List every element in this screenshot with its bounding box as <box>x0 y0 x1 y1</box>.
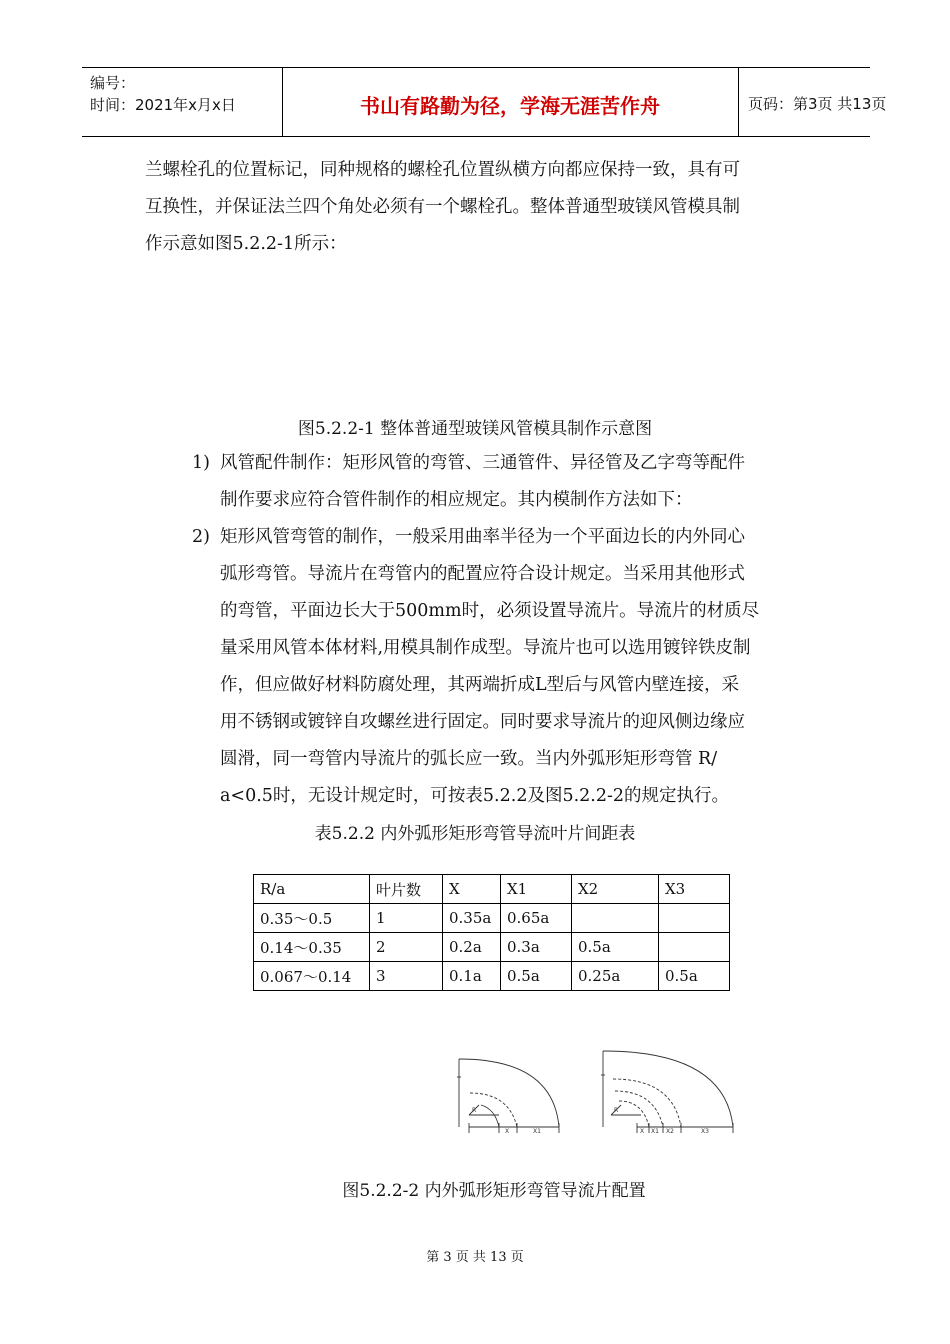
item-line: 矩形风管弯管的制作，一般采用曲率半径为一个平面边长的内外同心 <box>220 527 745 547</box>
table-header-cell: X2 <box>572 875 659 904</box>
header-page-cell <box>738 68 887 136</box>
table-header-row <box>254 875 730 904</box>
elbow-diagram-right <box>597 1047 747 1135</box>
table-header-cell: 叶片数 <box>370 875 443 904</box>
table-cell: 0.5a <box>659 962 730 991</box>
intro-line: 互换性，并保证法兰四个角处必须有一个螺栓孔。整体普通型玻镁风管模具制 <box>145 197 740 217</box>
header-motto-cell <box>282 68 739 136</box>
intro-line: 兰螺栓孔的位置标记，同种规格的螺栓孔位置纵横方向都应保持一致，具有可 <box>145 160 740 180</box>
item-line: 用不锈钢或镀锌自攻螺丝进行固定。同时要求导流片的迎风侧边缘应 <box>220 712 745 732</box>
table-row <box>254 904 730 933</box>
table-cell: 0.067～0.14 <box>254 962 370 991</box>
header-motto: 书山有路勤为径，学海无涯苦作舟 <box>360 94 660 118</box>
fig-label-x1: X1 <box>651 1128 659 1135</box>
table-header-cell: X <box>443 875 501 904</box>
fig-label-r: R <box>614 1107 619 1114</box>
item-line: 弧形弯管。导流片在弯管内的配置应符合设计规定。当采用其他形式 <box>220 564 745 584</box>
item-line: 风管配件制作：矩形风管的弯管、三通管件、异径管及乙字弯等配件 <box>220 453 745 473</box>
fig-label-x3: X3 <box>701 1128 709 1135</box>
item-line: a<0.5时，无设计规定时，可按表5.2.2及图5.2.2-2的规定执行。 <box>220 786 730 806</box>
table-cell: 0.1a <box>443 962 501 991</box>
elbow-diagram-left <box>455 1055 575 1135</box>
item-line: 圆滑，同一弯管内导流片的弧长应一致。当内外弧形矩形弯管 R/ <box>220 749 718 769</box>
table-header-cell: X1 <box>501 875 572 904</box>
table-header-cell: R/a <box>254 875 370 904</box>
fig-label-x: X <box>505 1128 510 1135</box>
number-label: 编号： <box>90 74 136 92</box>
table-row <box>254 962 730 991</box>
figure1-caption: 图5.2.2-1 整体普通型玻镁风管模具制作示意图 <box>297 419 653 439</box>
fig-label-x1: X1 <box>533 1128 541 1135</box>
spacing-table <box>253 874 730 991</box>
item-number: 2) <box>192 527 210 547</box>
table-row <box>254 933 730 962</box>
table-caption: 表5.2.2 内外弧形矩形弯管导流叶片间距表 <box>314 824 636 844</box>
page-header <box>82 67 887 137</box>
fig-label-x2: X2 <box>666 1128 674 1135</box>
item-line: 的弯管，平面边长大于500mm时，必须设置导流片。导流片的材质尽 <box>220 601 760 621</box>
table-cell: 0.2a <box>443 933 501 962</box>
table-cell: 0.3a <box>501 933 572 962</box>
item-line: 制作要求应符合管件制作的相应规定。其内模制作方法如下： <box>220 490 693 510</box>
item-line: 量采用风管本体材料,用模具制作成型。导流片也可以选用镀锌铁皮制 <box>220 638 751 658</box>
table-cell: 0.35a <box>443 904 501 933</box>
header-page-info: 页码：第3页 共13页 <box>748 95 887 113</box>
table-cell: 0.65a <box>501 904 572 933</box>
intro-line: 作示意如图5.2.2-1所示： <box>145 234 347 254</box>
table-cell: 2 <box>370 933 443 962</box>
table-cell: 0.5a <box>572 933 659 962</box>
fig-label-x: X <box>640 1128 645 1135</box>
figure2-caption: 图5.2.2-2 内外弧形矩形弯管导流片配置 <box>342 1181 646 1201</box>
table-cell: 0.14～0.35 <box>254 933 370 962</box>
table-header-cell: X3 <box>659 875 730 904</box>
table-cell: 3 <box>370 962 443 991</box>
table-cell: 0.35～0.5 <box>254 904 370 933</box>
table-cell: 1 <box>370 904 443 933</box>
intro-paragraph <box>145 152 810 263</box>
table-cell: 0.5a <box>501 962 572 991</box>
fig-label-r: R <box>472 1107 477 1114</box>
table-cell <box>659 933 730 962</box>
time-label: 时间：2021年x月x日 <box>90 96 236 114</box>
table-cell <box>659 904 730 933</box>
header-meta <box>82 68 283 136</box>
item-number: 1) <box>192 453 210 473</box>
table-cell <box>572 904 659 933</box>
page-footer: 第 3 页 共 13 页 <box>426 1250 524 1265</box>
table-cell: 0.25a <box>572 962 659 991</box>
item-line: 作，但应做好材料防腐处理，其两端折成L型后与风管内壁连接，采 <box>220 675 740 695</box>
